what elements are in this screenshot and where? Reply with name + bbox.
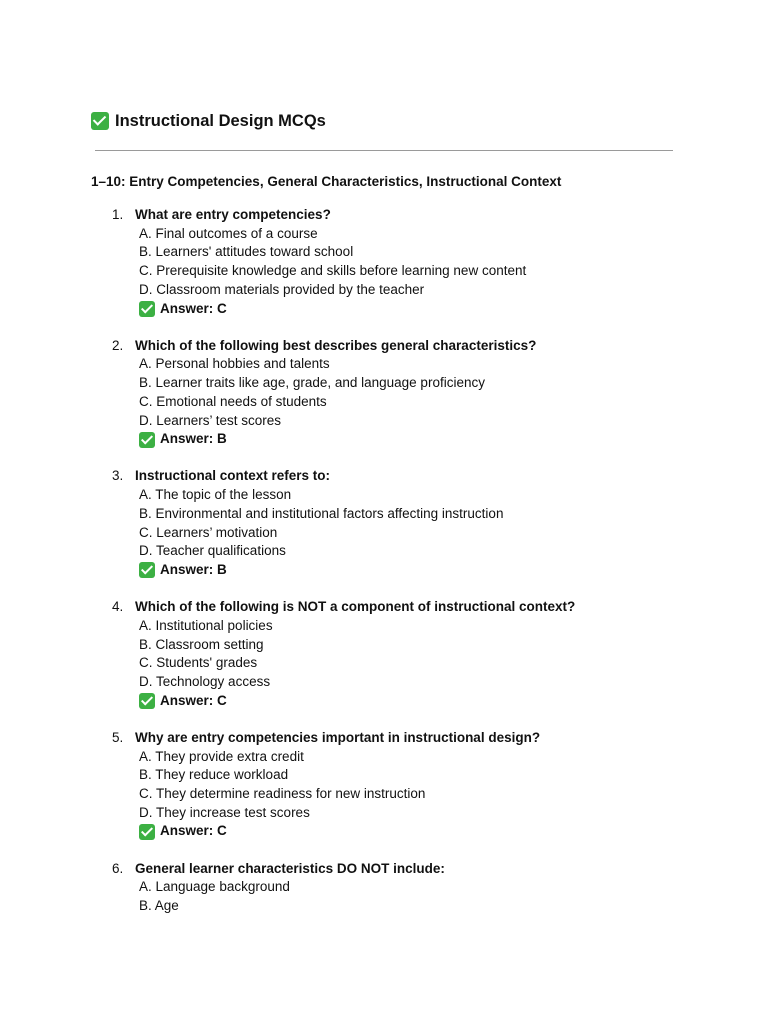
correct-answer: Answer: C	[160, 692, 227, 708]
check-mark-icon	[139, 432, 155, 448]
answer-option: D. They increase test scores	[139, 804, 310, 820]
answer-option: B. They reduce workload	[139, 767, 289, 783]
check-mark-icon	[139, 693, 155, 709]
page-title: Instructional Design MCQs	[115, 112, 326, 130]
answer-option: A. Institutional policies	[139, 617, 273, 633]
question-text: Which of the following best describes general characteristics?	[135, 337, 537, 353]
answer-row	[139, 822, 768, 841]
answer-row	[139, 300, 768, 319]
correct-answer: Answer: B	[160, 561, 227, 577]
answer-option: A. Final outcomes of a course	[139, 225, 318, 241]
answer-option: A. They provide extra credit	[139, 748, 304, 764]
question-number: 1.	[112, 207, 124, 222]
question-number: 4.	[112, 599, 124, 615]
option-list	[0, 225, 768, 300]
option-list	[0, 878, 768, 915]
answer-option: D. Classroom materials provided by the teacher	[139, 281, 425, 297]
answer-option: A. Personal hobbies and talents	[139, 356, 330, 372]
answer-option: D. Technology access	[139, 673, 271, 689]
horizontal-divider	[95, 150, 673, 151]
question-number: 3.	[112, 468, 124, 484]
question-item	[0, 206, 768, 318]
answer-option: B. Learner traits like age, grade, and language proficiency	[139, 375, 485, 391]
question-text: Instructional context refers to:	[135, 468, 331, 484]
check-mark-icon	[139, 824, 155, 840]
answer-option: C. Prerequisite knowledge and skills before learning new content	[139, 263, 527, 279]
question-number: 2.	[112, 337, 124, 353]
question-item	[0, 598, 768, 710]
correct-answer: Answer: C	[160, 300, 227, 316]
answer-option: A. Language background	[139, 879, 290, 895]
check-mark-icon	[139, 301, 155, 317]
question-item	[0, 337, 768, 449]
answer-option: B. Age	[139, 897, 179, 913]
question-item	[0, 860, 768, 916]
check-mark-icon	[91, 112, 109, 130]
section-heading: 1–10: Entry Competencies, General Characteristics, Instructional Context	[91, 174, 562, 189]
question-item	[0, 729, 768, 841]
answer-option: B. Learners' attitudes toward school	[139, 244, 354, 260]
answer-option: B. Classroom setting	[139, 636, 264, 652]
title-row	[91, 110, 326, 132]
answer-option: C. Emotional needs of students	[139, 393, 327, 409]
answer-row	[139, 430, 768, 449]
question-list	[0, 206, 768, 934]
question-text: What are entry competencies?	[135, 207, 331, 222]
answer-option: A. The topic of the lesson	[139, 487, 292, 503]
question-text: General learner characteristics DO NOT include:	[135, 860, 445, 876]
question-number: 5.	[112, 729, 124, 745]
option-list	[0, 617, 768, 692]
answer-option: C. Students' grades	[139, 655, 258, 671]
question-text: Why are entry competencies important in instructional design?	[135, 729, 541, 745]
correct-answer: Answer: C	[160, 823, 227, 839]
answer-option: D. Teacher qualifications	[139, 543, 286, 559]
answer-option: C. They determine readiness for new instruction	[139, 785, 426, 801]
check-mark-icon	[139, 562, 155, 578]
correct-answer: Answer: B	[160, 431, 227, 447]
question-text: Which of the following is NOT a component of instructional context?	[135, 599, 576, 615]
answer-option: C. Learners’ motivation	[139, 524, 278, 540]
answer-option: B. Environmental and institutional factors affecting instruction	[139, 505, 504, 521]
option-list	[0, 355, 768, 430]
question-item	[0, 467, 768, 579]
question-number: 6.	[112, 860, 124, 876]
option-list	[0, 748, 768, 823]
option-list	[0, 486, 768, 561]
answer-row	[139, 692, 768, 711]
answer-row	[139, 561, 768, 580]
answer-option: D. Learners’ test scores	[139, 412, 282, 428]
